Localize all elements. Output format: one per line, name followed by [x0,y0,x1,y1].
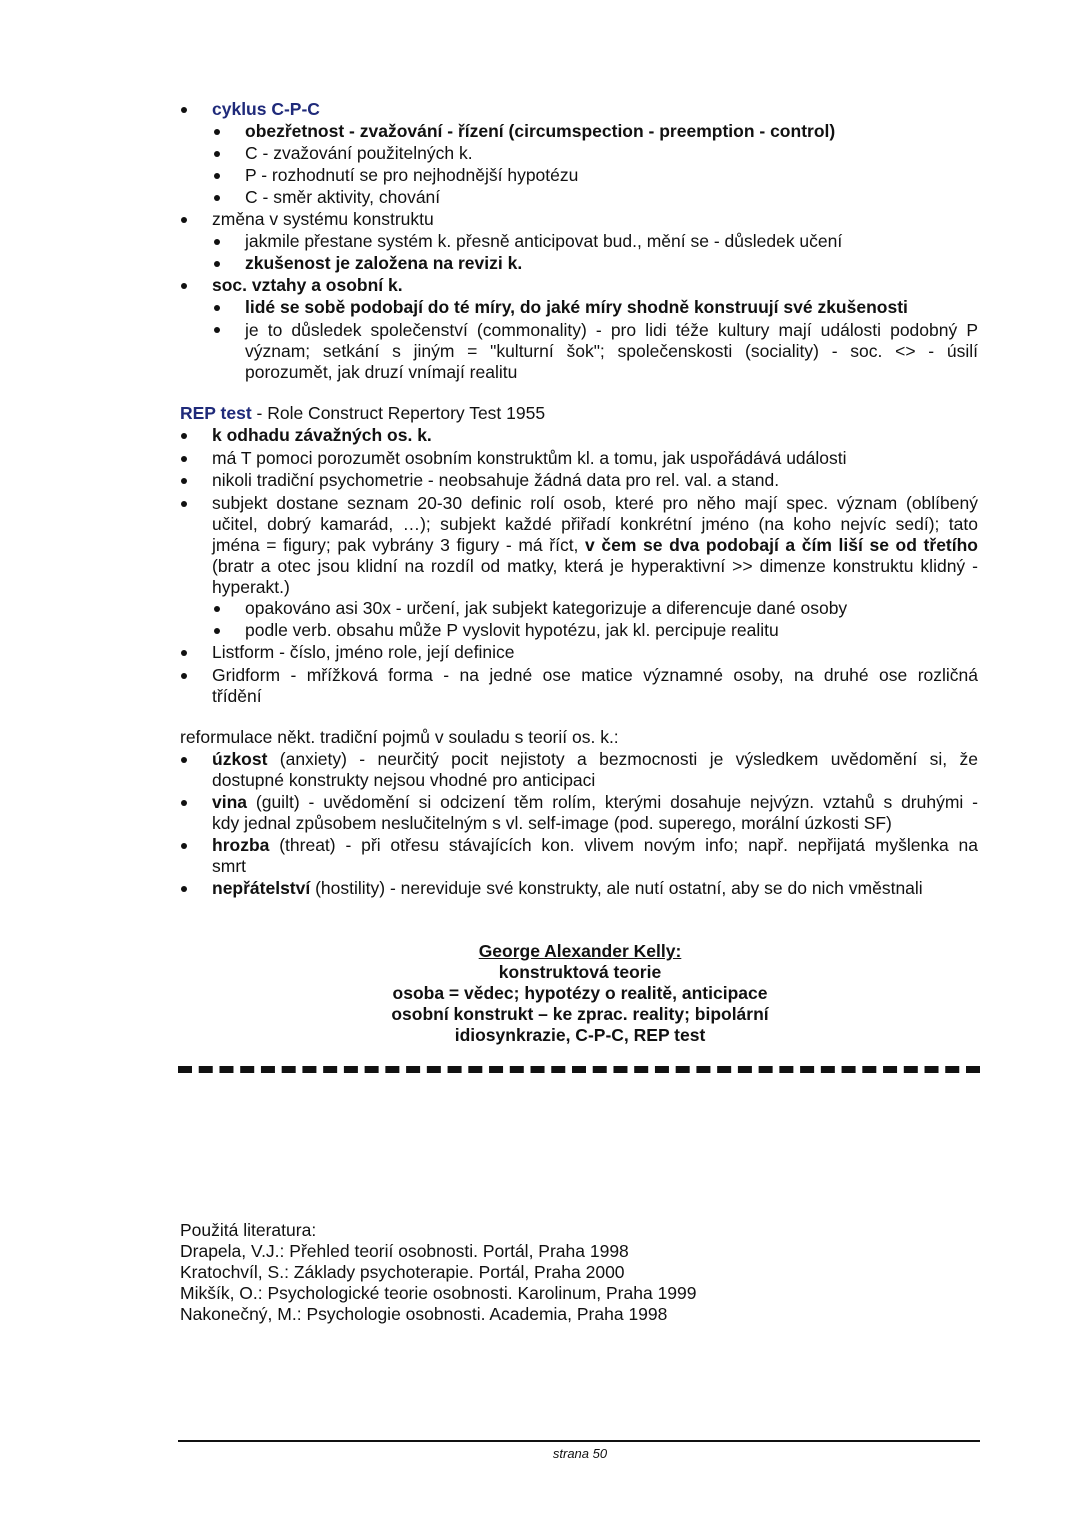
list-item-line: třídění [212,686,262,706]
list-item-line: učitel, dobrý kamarád, …); subjekt každé přiřadí konkrétní jméno (na koho nejvíc sedí); tato [212,514,978,534]
summary-name-text: George Alexander Kelly: [478,941,682,961]
list-item-line: hyperakt.) [212,577,290,597]
list-item: nikoli tradiční psychometrie - neobsahuje žádná data pro rel. val. a stand. [212,470,780,490]
list-item: P - rozhodnutí se pro nejhodnější hypotézu [245,165,579,185]
footer-rule [178,1440,980,1442]
bullet-icon [214,628,220,634]
literature-ref: Nakonečný, M.: Psychologie osobnosti. Academia, Praha 1998 [180,1304,668,1324]
cpc-heading: cyklus C-P-C [212,99,320,119]
list-item-line [212,835,978,856]
summary-line: osobní konstrukt – ke zprac. reality; bipolární [391,1004,769,1024]
subjekt-line3-bold: v čem se dva podobají a čím liší se od třetího [585,535,978,555]
bullet-icon [181,800,187,806]
list-item-line: porozumět, jak druzí vnímají realitu [245,362,518,382]
literature-ref: Drapela, V.J.: Přehled teorií osobnosti. Portál, Praha 1998 [180,1241,629,1261]
list-item-line: dostupné konstrukty nejsou vhodné pro anticipaci [212,770,596,790]
list-item: opakováno asi 30x - určení, jak subjekt kategorizuje a diferencuje dané osoby [245,598,848,618]
list-item-line: Gridform - mřížková forma - na jedné ose matice významné osoby, na druhé ose rozličná [212,665,978,685]
bullet-icon [181,886,187,892]
bullet-icon [181,673,187,679]
subjekt-line3-normal: jména = figury; pak vybrány 3 figury - má říct, [212,535,586,555]
list-item: C - zvažování použitelných k. [245,143,473,163]
bullet-icon [214,195,220,201]
list-item: obezřetnost - zvažování - řízení (circumspection - preemption - control) [245,121,836,141]
term-vina: vina [212,792,248,812]
list-item-line: kdy jednal způsobem neslučitelným s vl. self-image (pod. superego, morální úzkosti SF) [212,813,892,833]
bullet-icon [181,501,187,507]
definition-text: (guilt) - uvědomění si odcizení těm rolím, kterými dosahuje nejvýzn. vztahů s druhými - [247,792,978,812]
list-item-line [212,878,923,899]
list-item: Listform - číslo, jméno role, její definice [212,642,515,662]
list-item: jakmile přestane systém k. přesně anticipovat bud., mění se - důsledek učení [245,231,843,251]
bullet-icon [181,757,187,763]
list-item: zkušenost je založena na revizi k. [245,253,523,273]
list-item: k odhadu závažných os. k. [212,425,432,445]
term-uzkost: úzkost [212,749,268,769]
list-item-line: smrt [212,856,247,876]
bullet-icon [214,261,220,267]
summary-name [180,941,980,962]
list-item-line: subjekt dostane seznam 20-30 definic rolí osob, které pro něho mají spec. význam (oblíbený [212,493,978,513]
social-heading: soc. vztahy a osobní k. [212,275,403,295]
bullet-icon [214,129,220,135]
section-divider [178,1066,980,1073]
bullet-icon [181,456,187,462]
list-item-line [212,749,978,770]
bullet-icon [214,606,220,612]
list-item: C - směr aktivity, chování [245,187,441,207]
bullet-icon [181,478,187,484]
summary-line: idiosynkrazie, C-P-C, REP test [454,1025,706,1045]
list-item-line: význam; setkání s jiným = "kulturní šok"; společenskosti (sociality) - soc. <> - úsilí [245,341,978,361]
literature-ref: Mikšík, O.: Psychologické teorie osobnosti. Karolinum, Praha 1999 [180,1283,697,1303]
literature-heading: Použitá literatura: [180,1220,317,1240]
rep-title-line [180,403,545,424]
bullet-icon [214,305,220,311]
bullet-icon [181,107,187,113]
summary-line: osoba = vědec; hypotézy o realitě, anticipace [392,983,768,1003]
rep-title: REP test [180,403,252,423]
list-item: lidé se sobě podobají do té míry, do jaké míry shodně konstruují své zkušenosti [245,297,908,317]
term-hrozba: hrozba [212,835,270,855]
definition-text: (anxiety) - neurčitý pocit nejistoty a bezmocnosti je výsledkem uvědomění si, že [267,749,978,769]
reform-intro: reformulace někt. tradiční pojmů v souladu s teorií os. k.: [180,727,619,747]
bullet-icon [181,217,187,223]
list-item-line: je to důsledek společenství (commonality) - pro lidi téže kultury mají události podobný P [245,320,978,340]
page-number: strana 50 [552,1446,608,1461]
rep-title-rest: - Role Construct Repertory Test 1955 [251,403,546,423]
definition-text: (hostility) - nereviduje své konstrukty, ale nutí ostatní, aby se do nich vměstnali [310,878,923,898]
list-item-line: (bratr a otec jsou klidní na rozdíl od matky, která je hyperaktivní >> dimenze konstruktu klidný - [212,556,978,576]
bullet-icon [181,283,187,289]
list-item-line [212,535,978,556]
bullet-icon [214,239,220,245]
change-heading: změna v systému konstruktu [212,209,434,229]
list-item-line [212,792,978,813]
bullet-icon [214,151,220,157]
bullet-icon [181,433,187,439]
list-item: má T pomoci porozumět osobním konstruktům kl. a tomu, jak uspořádává události [212,448,847,468]
list-item: podle verb. obsahu může P vyslovit hypotézu, jak kl. percipuje realitu [245,620,779,640]
term-nepratelstvi: nepřátelství [212,878,311,898]
bullet-icon [181,843,187,849]
bullet-icon [214,327,220,333]
summary-line: konstruktová teorie [498,962,662,982]
definition-text: (threat) - při otřesu stávajících kon. vlivem novým info; např. nepřijatá myšlenka na [269,835,978,855]
literature-ref: Kratochvíl, S.: Základy psychoterapie. Portál, Praha 2000 [180,1262,625,1282]
bullet-icon [181,650,187,656]
bullet-icon [214,173,220,179]
